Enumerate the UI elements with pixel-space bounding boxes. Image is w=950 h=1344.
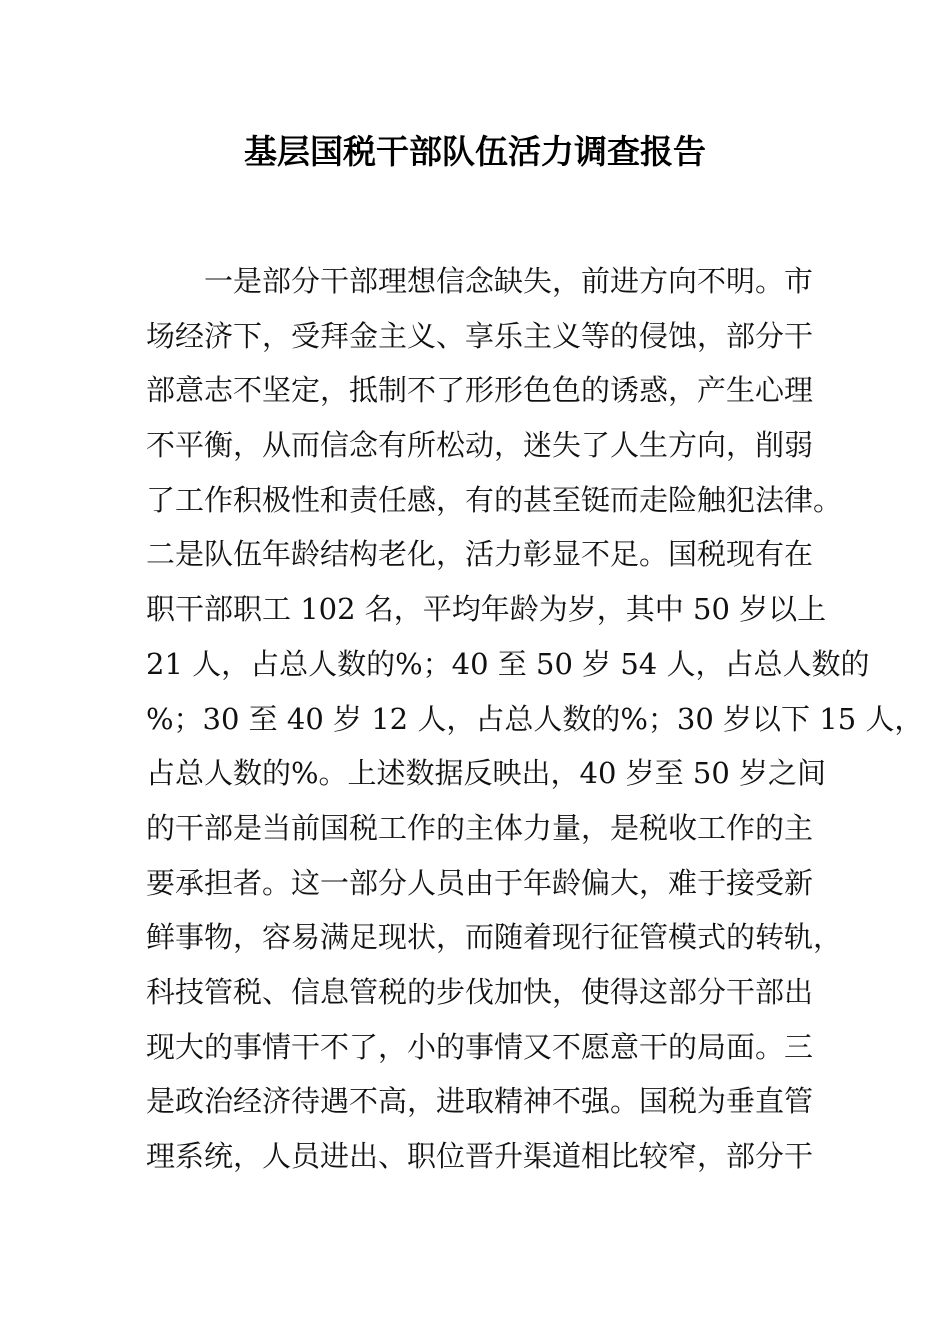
body-line: 场经济下，受拜金主义、享乐主义等的侵蚀，部分干 — [146, 318, 814, 353]
body-line: 的干部是当前国税工作的主体力量，是税收工作的主 — [146, 810, 814, 845]
body-line: %；30 至 40 岁 12 人，占总人数的%；30 岁以下 15 人， — [146, 701, 924, 736]
body-line: 占总人数的%。上述数据反映出，40 岁至 50 岁之间 — [146, 756, 827, 791]
body-line: 部意志不坚定，抵制不了形形色色的诱惑，产生心理 — [146, 373, 814, 408]
body-line: 一是部分干部理想信念缺失，前进方向不明。市 — [204, 264, 814, 298]
body-line: 科技管税、信息管税的步伐加快，使得这部分干部出 — [146, 974, 814, 1009]
document-title: 基层国税干部队伍活力调查报告 — [244, 132, 706, 171]
body-line: 要承担者。这一部分人员由于年龄偏大，难于接受新 — [146, 865, 814, 900]
body-line: 理系统，人员进出、职位晋升渠道相比较窄，部分干 — [146, 1139, 814, 1173]
body-line: 不平衡，从而信念有所松动，迷失了人生方向，削弱 — [146, 428, 814, 463]
body-line: 鲜事物，容易满足现状，而随着现行征管模式的转轨， — [146, 920, 843, 955]
body-line: 了工作积极性和责任感，有的甚至铤而走险触犯法律。 — [146, 482, 843, 517]
body-line: 职干部职工 102 名，平均年龄为岁，其中 50 岁以上 — [146, 592, 827, 627]
document-body — [146, 258, 924, 1188]
body-line: 二是队伍年龄结构老化，活力彰显不足。国税现有在 — [146, 537, 814, 572]
body-line: 21 人，占总人数的%；40 至 50 岁 54 人，占总人数的 — [146, 646, 870, 681]
body-line: 是政治经济待遇不高，进取精神不强。国税为垂直管 — [146, 1084, 814, 1119]
body-line: 现大的事情干不了，小的事情又不愿意干的局面。三 — [146, 1029, 814, 1064]
